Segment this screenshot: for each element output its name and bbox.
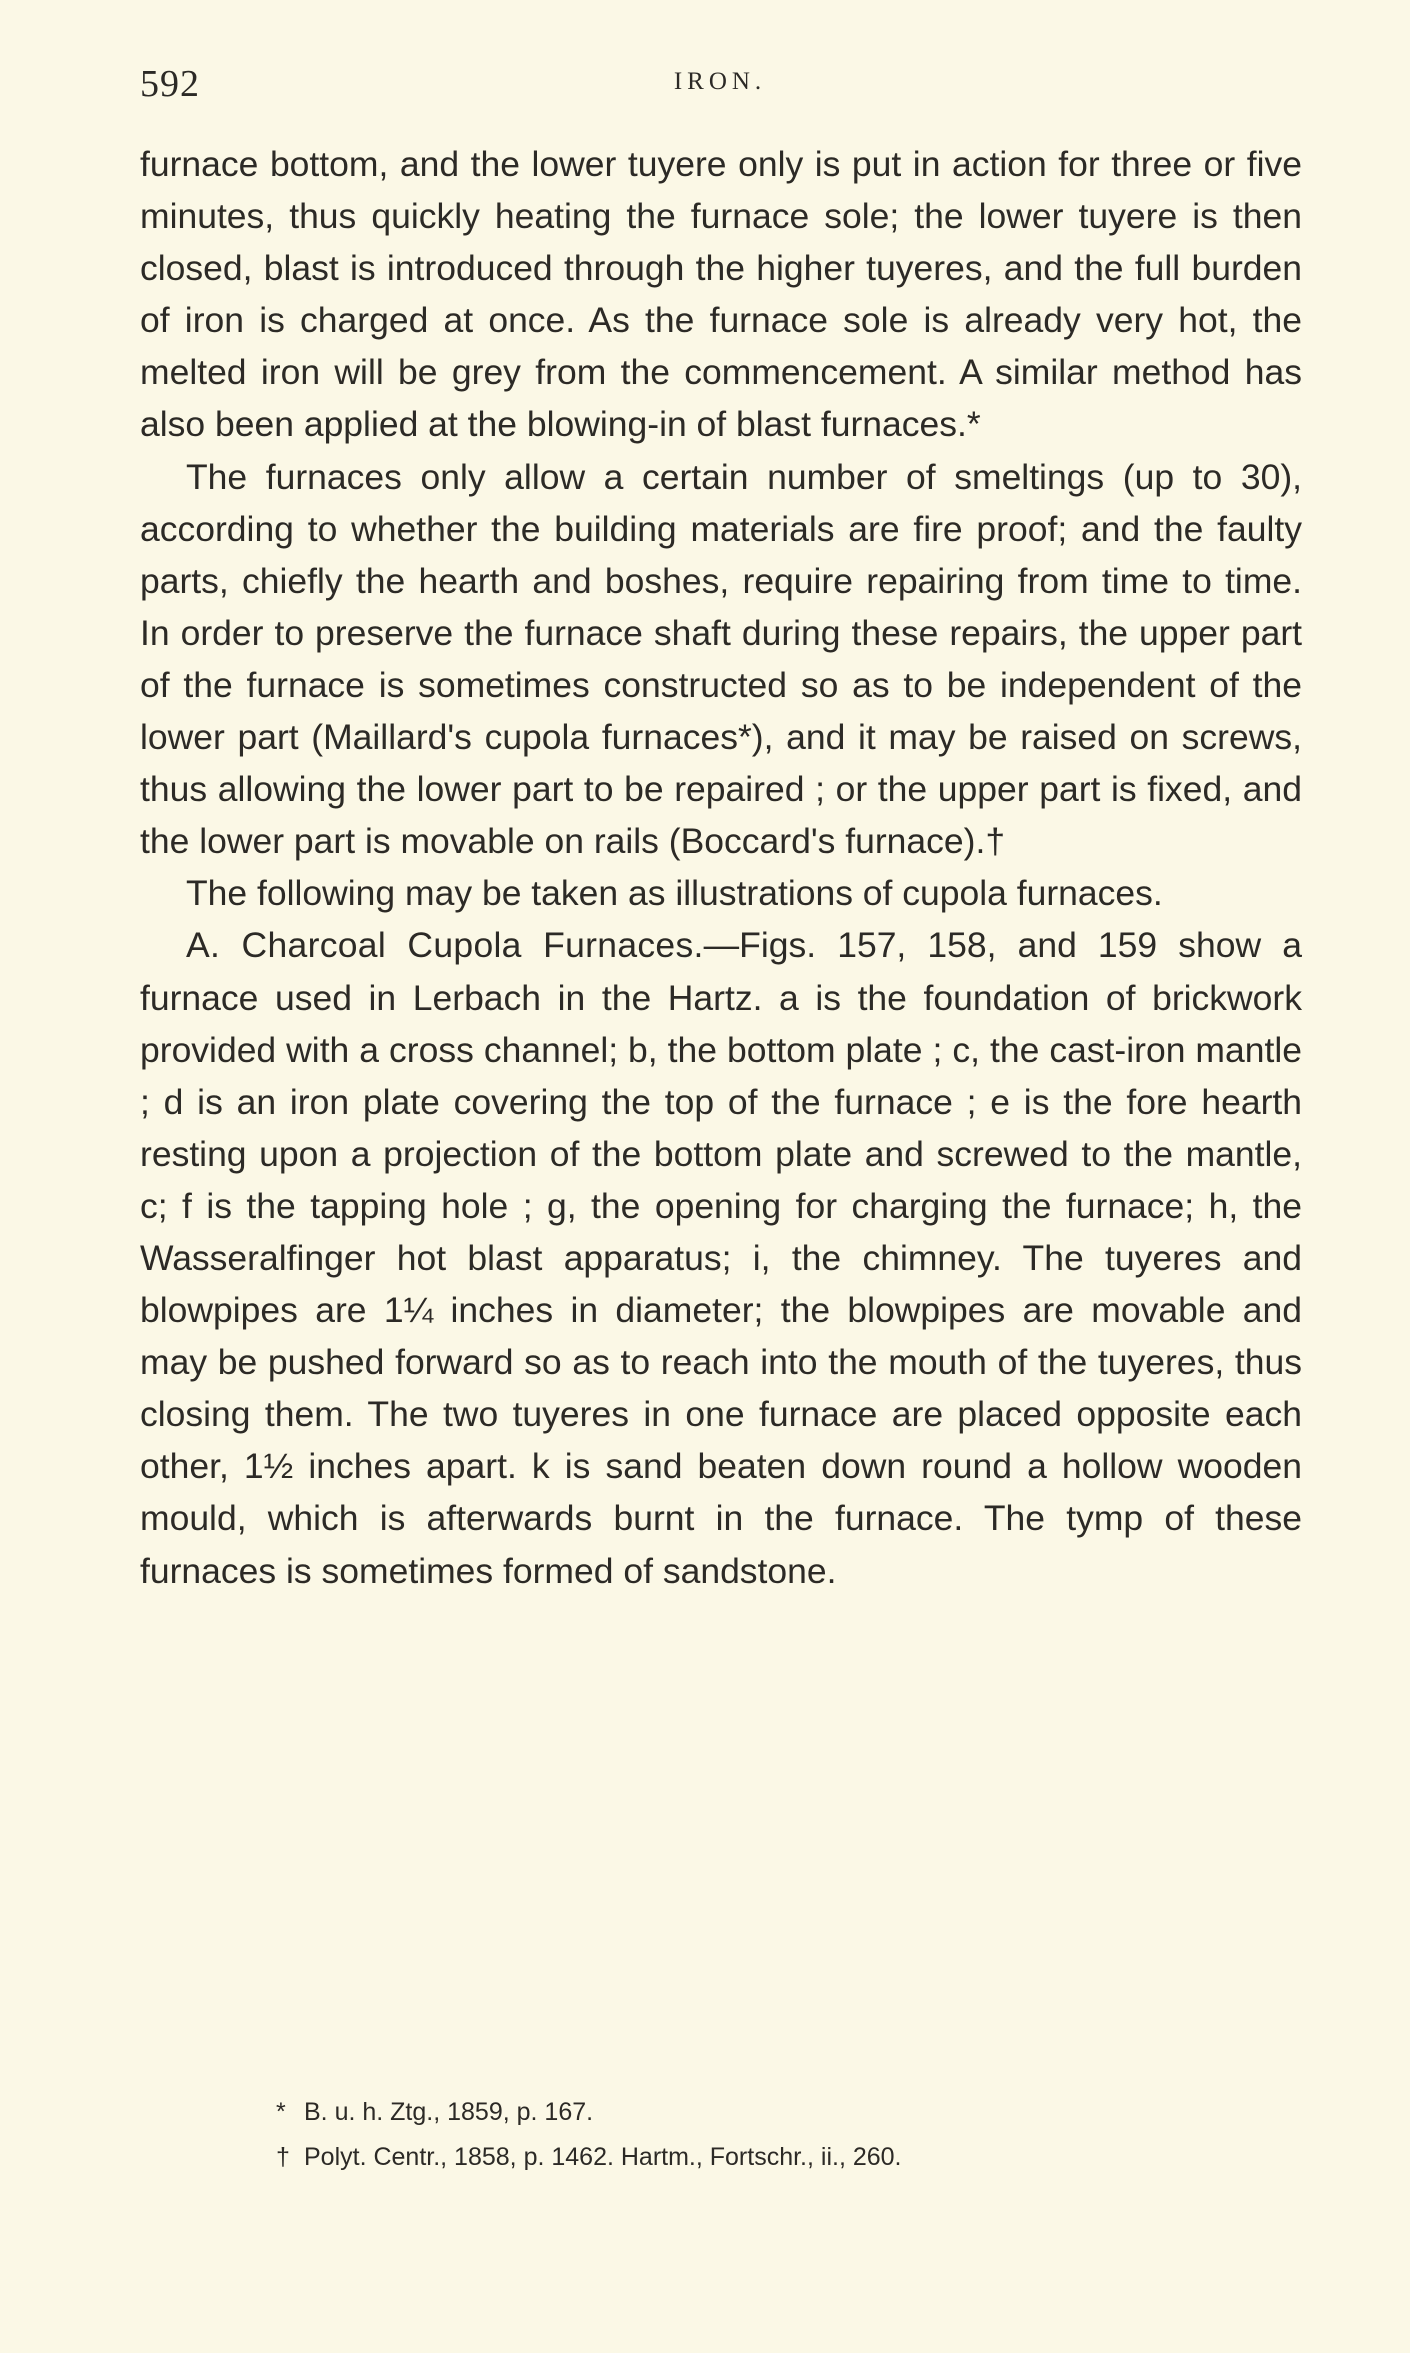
footnotes: [276, 2090, 1276, 2180]
footnote: [276, 2135, 1276, 2180]
footnote-mark: †: [276, 2143, 290, 2171]
running-title: IRON.: [673, 68, 767, 95]
page-header: [140, 62, 1300, 122]
paragraph: furnace bottom, and the lower tuyere only is put in action for three or five minutes, thus quickly heating the furnace sole; the lower tuyere is then closed, blast is introduced through the higher tuyeres, and the full burden of iron is charged at once. As the furnace sole is already very hot, the melted iron will be grey from the commencement. A similar method has also been applied at the blowing-in of blast furnaces.*: [140, 144, 1302, 445]
footnote-text: Polyt. Centr., 1858, p. 1462. Hartm., Fortschr., ii., 260.: [304, 2143, 902, 2171]
section-heading: A. Charcoal Cupola Furnaces.: [186, 925, 704, 966]
body-text: [140, 138, 1302, 1597]
footnote-mark: *: [276, 2098, 286, 2126]
footnote: [276, 2090, 1276, 2135]
section-paragraph: [140, 919, 1302, 1596]
footnote-text: B. u. h. Ztg., 1859, p. 167.: [304, 2098, 594, 2126]
section-text: —Figs. 157, 158, and 159 show a furnace used in Lerbach in the Hartz. a is the foundation of brickwork provided with a cross channel; b, the bottom plate ; c, the cast-iron mantle ; d is an iron plate covering the top of the furnace ; e is the fore hearth resting upon a projection of the bottom plate and screwed to the mantle, c; f is the tapping hole ; g, the opening for charging the furnace; h, the Wasseralfinger hot blast apparatus; i, the chimney. The tuyeres and blowpipes are 1¼ inches in diameter; the blowpipes are movable and may be pushed forward so as to reach into the mouth of the tuyeres, thus closing them. The two tuyeres in one furnace are placed opposite each other, 1½ inches apart. k is sand beaten down round a hollow wooden mould, which is afterwards burnt in the furnace. The tymp of these furnaces is sometimes formed of sandstone.: [140, 925, 1302, 1591]
paragraph: The furnaces only allow a certain number of smeltings (up to 30), according to whether the building materials are fire proof; and the faulty parts, chiefly the hearth and boshes, require repairing from time to time. In order to preserve the furnace shaft during these repairs, the upper part of the furnace is sometimes constructed so as to be independent of the lower part (Maillard's cupola furnaces*), and it may be raised on screws, thus allowing the lower part to be repaired ; or the upper part is fixed, and the lower part is movable on rails (Boccard's furnace).†: [140, 456, 1302, 862]
page-number: 592: [140, 63, 200, 105]
paragraph: The following may be taken as illustrations of cupola furnaces.: [186, 873, 1163, 914]
